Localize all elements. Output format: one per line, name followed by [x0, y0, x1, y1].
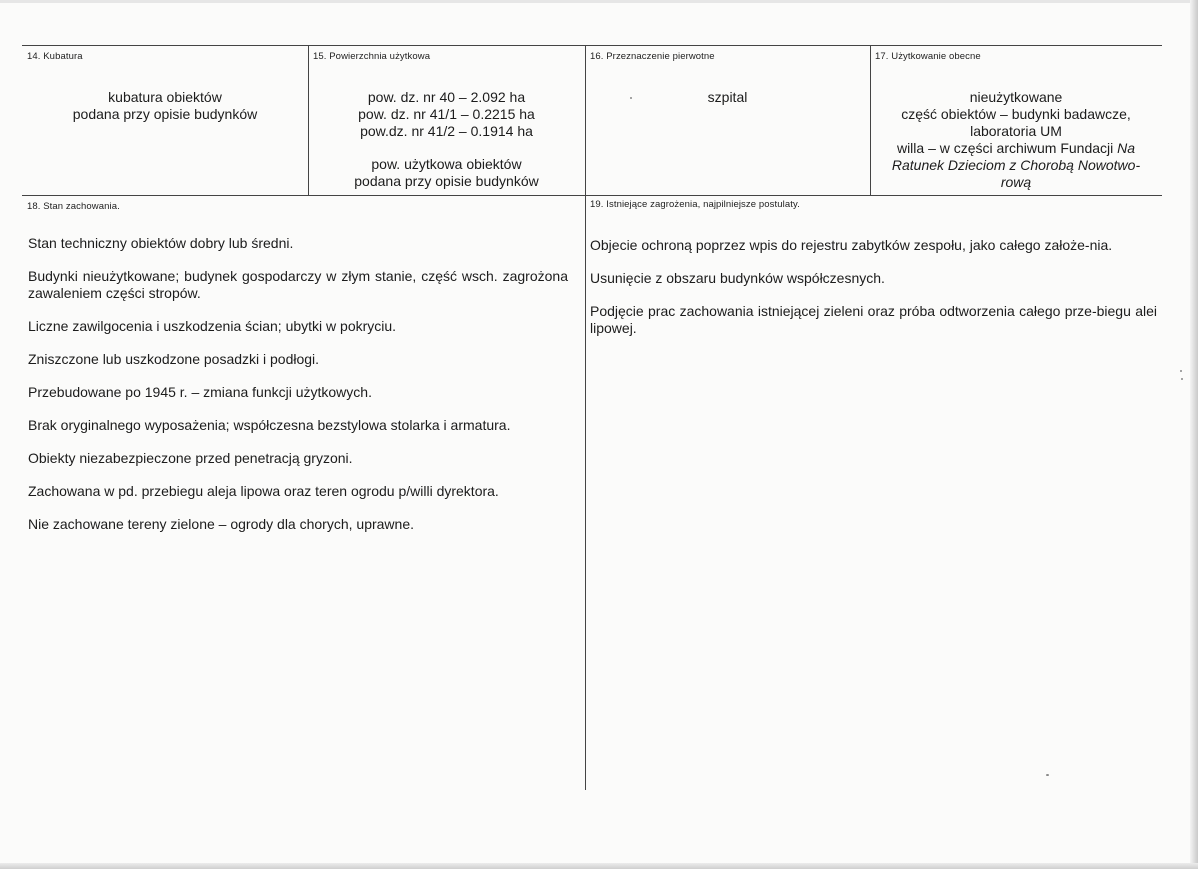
- cell-17-line: część obiektów – budynki badawcze,: [901, 106, 1131, 122]
- condition-paragraph: Zachowana w pd. przebiegu aleja lipowa oraz teren ogrodu p/willi dyrektora.: [28, 483, 499, 499]
- condition-paragraph: Brak oryginalnego wyposażenia; współczesna bezstylowa stolarka i armatura.: [28, 417, 511, 433]
- condition-paragraph: Budynki nieużytkowane; budynek gospodarczy w złym stanie, część wsch. zagrożona zawaleniem części stropów.: [28, 268, 568, 301]
- scan-speck: [1046, 774, 1049, 776]
- page-top-edge: [0, 0, 1198, 3]
- cell-17-line: Ratunek Dzieciom z Chorobą Nowotwo-: [891, 157, 1141, 173]
- cell-18-label: 18. Stan zachowania.: [27, 201, 120, 212]
- cell-14-line: podana przy opisie budynków: [72, 106, 258, 122]
- condition-paragraph: Zniszczone lub uszkodzone posadzki i podłogi.: [28, 351, 320, 367]
- condition-paragraph: Przebudowane po 1945 r. – zmiana funkcji użytkowych.: [28, 384, 372, 400]
- cell-17-line: [870, 140, 1162, 157]
- cell-15-line: podana przy opisie budynków: [354, 173, 539, 189]
- cell-19-body: [590, 237, 1157, 353]
- cell-14-line: kubatura obiektów: [108, 89, 222, 105]
- cell-17-body: [870, 89, 1162, 191]
- cell-14-label: 14. Kubatura: [27, 51, 83, 62]
- cell-16-label: 16. Przeznaczenie pierwotne: [590, 51, 715, 62]
- condition-paragraph: Stan techniczny obiektów dobry lub średni.: [28, 235, 294, 251]
- scan-speck: [1181, 378, 1183, 380]
- condition-paragraph: Obiekty niezabezpieczone przed penetracją gryzoni.: [28, 450, 353, 466]
- cell-15-body: [308, 89, 585, 190]
- top-border-line: [22, 45, 1162, 46]
- cell-15-line: pow. dz. nr 41/1 – 0.2215 ha: [358, 106, 535, 122]
- condition-paragraph: Liczne zawilgocenia i uszkodzenia ścian; ubytki w pokryciu.: [28, 318, 397, 334]
- threat-paragraph: Podjęcie prac zachowania istniejącej zieleni oraz próba odtworzenia całego prze-biegu alei lipowej.: [590, 303, 1157, 336]
- condition-paragraph: Nie zachowane tereny zielone – ogrody dla chorych, uprawne.: [28, 516, 415, 532]
- cell-15-line: pow. dz. nr 40 – 2.092 ha: [367, 89, 526, 105]
- cell-15-label: 15. Powierzchnia użytkowa: [313, 51, 431, 62]
- divider-center: [585, 45, 586, 790]
- cell-17-line4-text: willa – w części archiwum Fundacji: [896, 140, 1118, 156]
- threat-paragraph: Usunięcie z obszaru budynków współczesnych.: [590, 270, 885, 286]
- cell-15-line: pow.dz. nr 41/2 – 0.1914 ha: [360, 123, 533, 139]
- cell-16-body: [585, 89, 870, 106]
- middle-border-line: [22, 195, 1162, 196]
- cell-15-line: pow. użytkowa obiektów: [371, 156, 522, 172]
- cell-17-line: laboratoria UM: [970, 123, 1062, 139]
- threat-paragraph: Objecie ochroną poprzez wpis do rejestru zabytków zespołu, jako całego założe-nia.: [590, 237, 1113, 253]
- cell-16-value: szpital: [707, 89, 748, 105]
- cell-17-line: rową: [1000, 174, 1032, 190]
- scan-speck: [1180, 370, 1182, 372]
- cell-17-line4-italic: Na: [1117, 140, 1136, 156]
- scan-speck: [630, 97, 632, 99]
- cell-14-body: [22, 89, 308, 123]
- cell-18-body: [28, 235, 568, 549]
- cell-17-label: 17. Użytkowanie obecne: [875, 51, 981, 62]
- page-bottom-edge: [0, 863, 1198, 869]
- cell-17-line: nieużytkowane: [969, 89, 1063, 105]
- cell-19-label: 19. Istniejące zagrożenia, najpilniejsze postulaty.: [590, 199, 800, 210]
- page-right-edge: [1190, 0, 1198, 869]
- inventory-form-table: [22, 45, 1162, 790]
